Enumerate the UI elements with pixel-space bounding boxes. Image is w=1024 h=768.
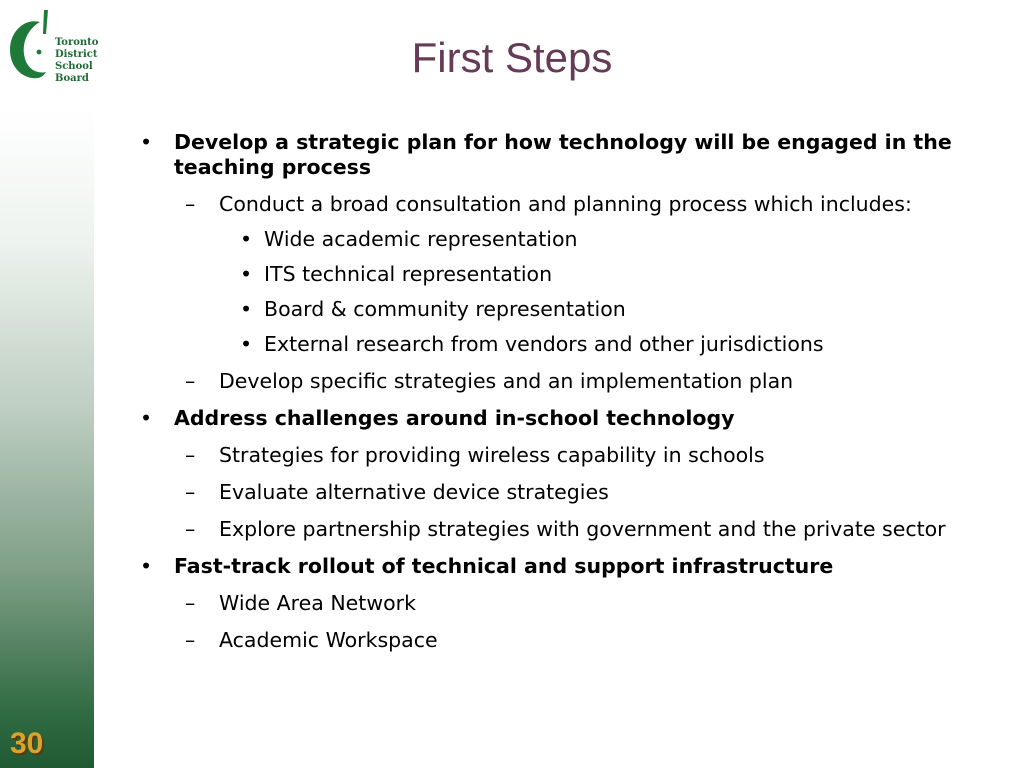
bullet-icon: • [240,297,253,321]
sub-bullet-item [140,192,970,217]
sub-bullet-item [140,480,970,505]
logo-line: Toronto [55,37,99,48]
dash-icon: – [185,369,196,393]
dash-icon: – [185,591,196,615]
bullet-icon: • [240,332,253,356]
sub-bullet-text: Develop specific strategies and an implementation plan [219,369,794,393]
logo-line: Board [55,73,89,84]
bullet-icon: • [140,130,153,154]
sub-bullet-item [140,591,970,616]
bullet-text: Address challenges around in-school technology [174,406,735,430]
sub-bullet-text: Strategies for providing wireless capability in schools [219,443,765,467]
side-gradient-bar [0,108,94,768]
bullet-item [140,130,970,180]
bullet-item [140,406,970,431]
sub-sub-bullet-item [140,262,970,287]
sub-sub-bullet-item [140,227,970,252]
sub-bullet-text: Explore partnership strategies with government and the private sector [219,517,946,541]
bullet-text: Fast-track rollout of technical and support infrastructure [174,554,834,578]
sub-bullet-item [140,369,970,394]
bullet-icon: • [140,554,153,578]
dash-icon: – [185,517,196,541]
bullet-icon: • [240,262,253,286]
dash-icon: – [185,628,196,652]
slide-number: 30 [10,727,44,760]
sub-bullet-item [140,628,970,653]
sub-bullet-text: Evaluate alternative device strategies [219,480,609,504]
logo-line: District [55,49,98,60]
sub-sub-bullet-item [140,297,970,322]
sub-sub-bullet-text: ITS technical representation [264,262,553,286]
bullet-text: Develop a strategic plan for how technology will be engaged in the teaching process [174,130,952,179]
dash-icon: – [185,480,196,504]
dash-icon: – [185,192,196,216]
sub-sub-bullet-text: Wide academic representation [264,227,578,251]
sub-bullet-text: Academic Workspace [219,628,438,652]
slide-content [140,130,970,653]
bullet-icon: • [240,227,253,251]
sub-sub-bullet-text: External research from vendors and other jurisdictions [264,332,824,356]
sub-bullet-text: Wide Area Network [219,591,416,615]
dash-icon: – [185,443,196,467]
bullet-icon: • [140,406,153,430]
sub-sub-bullet-text: Board & community representation [264,297,626,321]
bullet-item [140,554,970,579]
sub-bullet-text: Conduct a broad consultation and planning process which includes: [219,192,912,216]
sub-bullet-item [140,517,970,542]
sub-bullet-item [140,443,970,468]
logo-line: School [55,61,93,72]
slide-title: First Steps [411,34,613,81]
sub-sub-bullet-item [140,332,970,357]
